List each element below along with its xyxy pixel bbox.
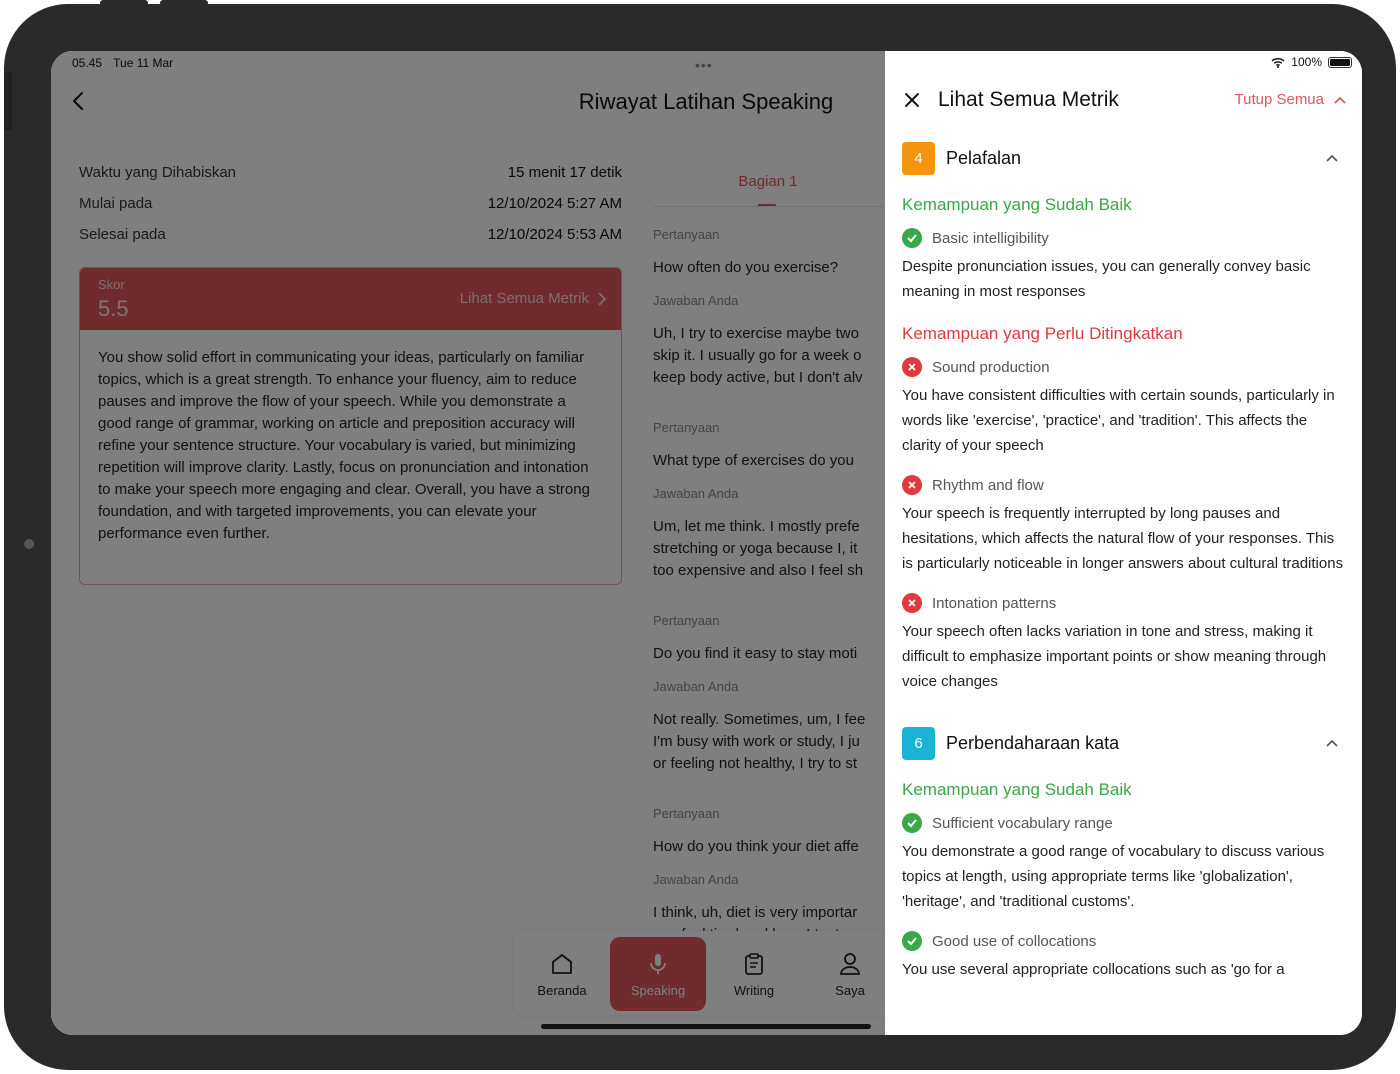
panel-header: [885, 85, 1362, 119]
modal-backdrop[interactable]: [51, 51, 885, 1035]
improve-skills-heading: Kemampuan yang Perlu Ditingkatkan: [902, 324, 1183, 343]
skill-item: [902, 812, 1345, 914]
section-header-vocabulary[interactable]: [902, 726, 1345, 760]
section-title: Pelafalan: [946, 147, 1022, 168]
skill-title: Good use of collocations: [932, 932, 1097, 950]
skill-item: [902, 474, 1345, 576]
skill-description: Despite pronunciation issues, you can generally convey basic meaning in most responses: [902, 258, 1311, 300]
good-skills-heading: Kemampuan yang Sudah Baik: [902, 195, 1132, 214]
collapse-all-button[interactable]: [1235, 91, 1347, 108]
close-icon[interactable]: [901, 89, 923, 111]
chevron-up-icon[interactable]: [1325, 736, 1339, 750]
skill-item: [902, 930, 1345, 982]
check-circle-icon: [902, 228, 922, 248]
top-button: [100, 0, 148, 6]
skill-description: You use several appropriate collocations such as 'go for a: [902, 961, 1285, 978]
good-skills-heading: Kemampuan yang Sudah Baik: [902, 780, 1132, 799]
check-circle-icon: [902, 813, 922, 833]
x-circle-icon: [902, 357, 922, 377]
wifi-icon: [1271, 57, 1285, 68]
top-button: [160, 0, 208, 6]
skill-title: Rhythm and flow: [932, 476, 1044, 494]
panel-title: Lihat Semua Metrik: [938, 88, 1119, 111]
skill-title: Basic intelligibility: [932, 229, 1049, 247]
section-score-badge: 4: [902, 142, 935, 175]
skill-description: You demonstrate a good range of vocabulary to discuss various topics at length, using appropriate terms like 'globalization', 'heritage', and 'traditional customs'.: [902, 843, 1325, 910]
skill-description: You have consistent difficulties with certain sounds, particularly in words like 'exercise', 'practice', and 'tradition'. This affects the clarity of your speech: [902, 387, 1335, 454]
home-indicator[interactable]: [541, 1024, 871, 1029]
skill-title: Sound production: [932, 358, 1050, 376]
check-circle-icon: [902, 931, 922, 951]
x-circle-icon: [902, 593, 922, 613]
section-title: Perbendaharaan kata: [946, 732, 1120, 753]
status-bar-right: [1271, 55, 1352, 69]
skill-title: Intonation patterns: [932, 594, 1057, 612]
skill-description: Your speech is frequently interrupted by long pauses and hesitations, which affects the natural flow of your responses. This is particularly noticeable in longer answers about cultural traditions: [902, 505, 1344, 572]
screen: [51, 51, 1362, 1035]
skill-item: [902, 356, 1345, 458]
skill-item: [902, 592, 1345, 694]
x-circle-icon: [902, 475, 922, 495]
section-header-pelafalan[interactable]: [902, 141, 1345, 175]
volume-button: [4, 72, 12, 130]
skill-description: Your speech often lacks variation in tone and stress, making it difficult to emphasize important points or show meaning through voice changes: [902, 623, 1327, 690]
battery-icon: [1328, 57, 1352, 68]
chevron-up-icon: [1334, 96, 1346, 104]
chevron-up-icon[interactable]: [1325, 151, 1339, 165]
tablet-frame: [4, 4, 1396, 1070]
front-camera: [24, 539, 34, 549]
metrics-panel: [885, 51, 1362, 1035]
battery-percent: 100%: [1291, 55, 1322, 69]
collapse-all-label: Tutup Semua: [1234, 91, 1324, 108]
skill-title: Sufficient vocabulary range: [932, 814, 1113, 832]
panel-body: [902, 141, 1345, 982]
skill-item: [902, 227, 1345, 304]
section-score-badge: 6: [902, 727, 935, 760]
